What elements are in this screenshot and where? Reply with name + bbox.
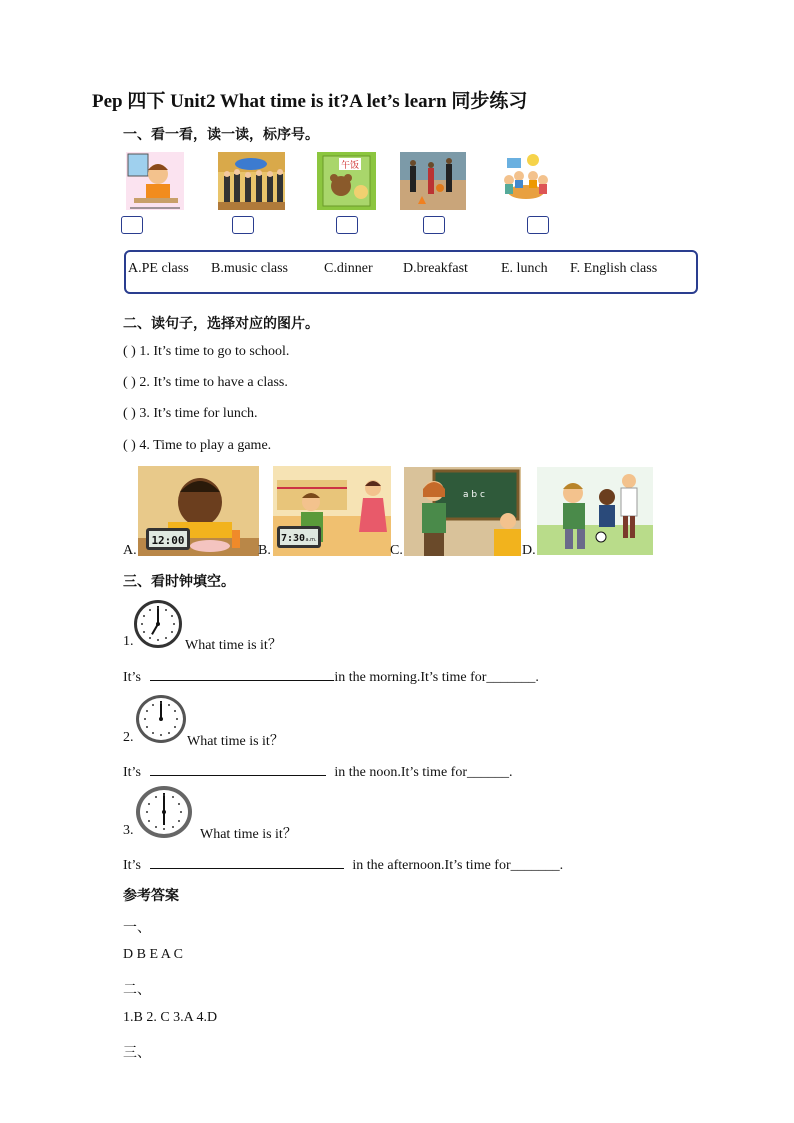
clock-tick [165,637,167,639]
clock-3 [136,786,192,838]
q2-suffix: in the noon.It’s time for [334,765,467,780]
clock-tick [157,639,159,641]
clock-tick [141,623,143,625]
q3-time-blank[interactable] [150,854,344,869]
answers-s3-label: 三、 [123,1046,151,1061]
clock-tick [152,704,154,706]
q1-suffix: in the morning.It’s time for [334,670,487,685]
picture-d-game [537,467,653,555]
answer-box-2[interactable] [232,216,254,234]
option-d: D.breakfast [403,261,468,276]
clock-tick [171,615,173,617]
clock-tick [146,726,148,728]
answers-s2: 1.B 2. C 3.A 4.D [123,1010,218,1025]
clock-tick [155,826,157,828]
clock-1 [134,600,182,648]
section1-heading: 一、看一看，读一读，标序号。 [123,128,319,143]
option-f: F. English class [570,261,658,276]
pic-label-a: A. [123,543,137,558]
sentence-row-4 [123,438,271,454]
answers-s2-label: 二、 [123,983,151,998]
sentence-row-2 [123,375,288,391]
clock-tick [168,732,170,734]
q2-prefix: It’s [123,765,141,780]
sentence-text: 2. It’s time to have a class. [139,375,288,390]
q2-question: What time is it？ [187,734,284,749]
breakfast-picture [126,152,184,210]
clock-tick [152,732,154,734]
answer-box-1[interactable] [121,216,143,234]
q3-activity-blank[interactable]: _______. [510,858,564,873]
clock-tick [143,631,145,633]
answer-paren[interactable]: ( ) [123,344,136,359]
option-b: B.music class [211,261,288,276]
clock-tick [157,607,159,609]
answer-box-3[interactable] [336,216,358,234]
pe-class-picture [400,152,466,210]
clock-tick [149,637,151,639]
q1-number: 1. [123,634,134,649]
q2-activity-blank[interactable]: ______. [466,765,513,780]
board-text: a b c [463,490,485,500]
q2-time-blank[interactable] [150,761,326,776]
sentence-row-1 [123,344,289,360]
dinner-picture [499,152,552,210]
sentence-text: 3. It’s time for lunch. [139,406,258,421]
answers-s1-label: 一、 [123,921,151,936]
answer-box-4[interactable] [423,216,445,234]
pic-label-c: C. [390,543,403,558]
q3-suffix: in the afternoon.It’s time for [352,858,511,873]
q3-answer-line [123,854,563,874]
clock-tick [160,734,162,736]
clock-tick [148,803,150,805]
clock-tick [143,615,145,617]
clock-tick [149,609,151,611]
q1-activity-blank[interactable]: _______. [486,670,539,685]
clock-tick [172,826,174,828]
option-c: C.dinner [324,261,373,276]
picture-b-school [273,466,391,556]
q1-answer-line [123,666,539,686]
pic3-label: 午饭 [340,161,360,171]
clock-tick [163,794,165,796]
section3-heading: 三、看时钟填空。 [123,575,235,590]
picture-c-class [404,467,521,556]
q1-time-blank[interactable] [150,666,334,681]
sentence-text: 4. Time to play a game. [139,438,272,453]
answer-paren[interactable]: ( ) [123,438,136,453]
clock-tick [168,704,170,706]
q1-question: What time is it？ [185,638,282,653]
q1-prefix: It’s [123,670,141,685]
answers-heading: 参考答案 [123,889,179,904]
clock-tick [173,623,175,625]
picture-a-lunch [138,466,259,556]
answer-paren[interactable]: ( ) [123,375,136,390]
clock-tick [174,710,176,712]
clock-tick [180,811,182,813]
clock-tick [160,702,162,704]
sentence-text: 1. It’s time to go to school. [139,344,290,359]
q3-question: What time is it？ [200,827,297,842]
clock-tick [178,803,180,805]
clock-tick [171,631,173,633]
clock-b-time: 7:30 [280,533,306,544]
clock-tick [146,811,148,813]
clock-tick [176,718,178,720]
clock-a-time: 12:00 [151,534,185,547]
sentence-row-3 [123,406,258,422]
music-class-picture [218,152,285,210]
lunch-picture [317,152,376,210]
clock-tick [163,828,165,830]
clock-2 [136,695,186,743]
clock-tick [155,796,157,798]
pic-label-d: D. [522,543,536,558]
clock-tick [174,726,176,728]
option-e: E. lunch [501,261,548,276]
clock-tick [178,820,180,822]
answer-paren[interactable]: ( ) [123,406,136,421]
clock-tick [146,710,148,712]
section2-heading: 二、读句子，选择对应的图片。 [123,317,319,332]
option-a: A.PE class [128,261,189,276]
q2-number: 2. [123,730,134,745]
clock-tick [165,609,167,611]
page-title: Pep 四下 Unit2 What time is it?A let’s learn 同步练习 [92,91,528,112]
clock-tick [148,820,150,822]
clock-b-suffix: a.m. [305,537,317,543]
q3-prefix: It’s [123,858,141,873]
answer-box-5[interactable] [527,216,549,234]
pic-label-b: B. [258,543,271,558]
clock-tick [172,796,174,798]
q3-number: 3. [123,823,134,838]
answers-s1: D B E A C [123,947,183,962]
q2-answer-line [123,761,512,781]
clock-tick [144,718,146,720]
